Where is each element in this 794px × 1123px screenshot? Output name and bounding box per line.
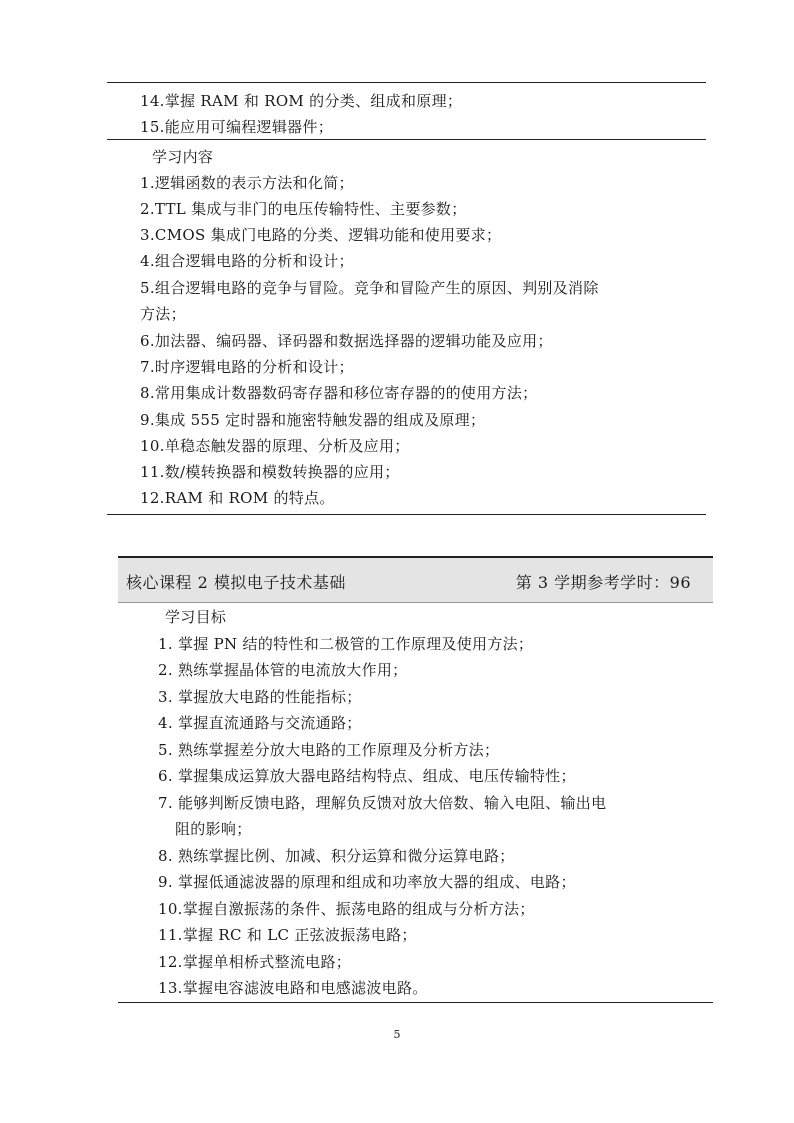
goal-item: 12.掌握单相桥式整流电路； [158,953,352,971]
goal-item: 9. 掌握低通滤波器的原理和组成和功率放大器的组成、电路； [158,873,576,891]
content-item: 11.数/模转换器和模数转换器的应用； [140,463,400,481]
course-hours: 第 3 学期参考学时：96 [515,573,691,592]
goal-item: 13.掌握电容滤波电路和电感滤波电路。 [158,979,428,997]
content-item: 7.时序逻辑电路的分析和设计； [140,358,354,376]
course-section-1 [107,82,706,515]
page-number: 5 [393,1028,401,1041]
content-item: 1.逻辑函数的表示方法和化简； [140,174,354,192]
goal-item: 2. 熟练掌握晶体管的电流放大作用； [158,661,408,679]
goal-item: 5. 熟练掌握差分放大电路的工作原理及分析方法； [158,741,500,759]
goal-item: 3. 掌握放大电路的性能指标； [158,688,362,706]
divider [107,139,706,140]
goal-item-14: 14.掌握 RAM 和 ROM 的分类、组成和原理； [140,92,463,110]
content-item: 8.常用集成计数器数码寄存器和移位寄存器的的使用方法； [140,384,538,402]
content-item: 6.加法器、编码器、译码器和数据选择器的逻辑功能及应用； [140,332,553,350]
goal-item: 7. 能够判断反馈电路，理解负反馈对放大倍数、输入电阻、输出电 [158,794,607,812]
content-item: 2.TTL 集成与非门的电压传输特性、主要参数； [140,200,467,218]
course-section-2 [118,556,713,1003]
content-item: 3.CMOS 集成门电路的分类、逻辑功能和使用要求； [140,226,502,244]
goal-item: 4. 掌握直流通路与交流通路； [158,714,362,732]
goal-item: 11.掌握 RC 和 LC 正弦波振荡电路； [158,926,417,944]
goal-item-continuation: 阻的影响； [175,820,252,838]
course-title: 核心课程 2 模拟电子技术基础 [126,573,346,592]
goal-item: 6. 掌握集成运算放大器电路结构特点、组成、电压传输特性； [158,767,576,785]
goal-item: 1. 掌握 PN 结的特性和二极管的工作原理及使用方法； [158,635,534,653]
content-heading: 学习内容 [152,148,214,166]
goals-heading: 学习目标 [165,608,227,626]
goal-item: 10.掌握自激振荡的条件、振荡电路的组成与分析方法； [158,900,535,918]
goal-item: 8. 熟练掌握比例、加减、积分运算和微分运算电路； [158,847,515,865]
goal-item-15: 15.能应用可编程逻辑器件； [140,118,334,136]
content-item: 9.集成 555 定时器和施密特触发器的组成及原理； [140,411,486,429]
course-header [118,558,713,603]
content-item: 12.RAM 和 ROM 的特点。 [140,489,335,507]
content-item-continuation: 方法； [140,305,186,323]
content-item: 4.组合逻辑电路的分析和设计； [140,252,354,270]
content-item: 10.单稳态触发器的原理、分析及应用； [140,437,410,455]
content-item: 5.组合逻辑电路的竞争与冒险。竞争和冒险产生的原因、判别及消除 [140,279,599,297]
